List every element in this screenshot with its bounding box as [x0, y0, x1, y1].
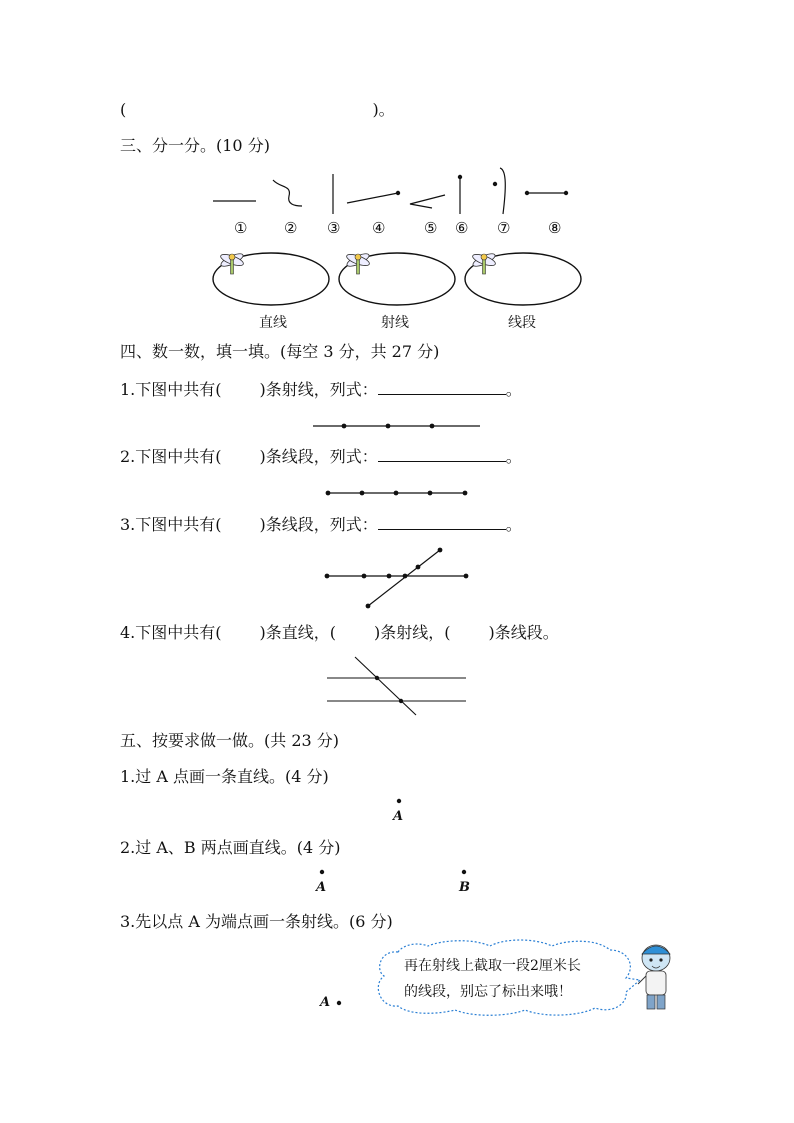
category-label-straight-line: 直线 [259, 315, 287, 331]
figure-7-curve [500, 168, 505, 214]
figure-number: ⑤ [424, 219, 438, 237]
figure-number: ⑧ [548, 219, 562, 237]
question-4-4: 4.下图中共有( )条直线，( )条射线，( )条线段。 [120, 623, 559, 642]
answer-blank[interactable] [378, 380, 506, 395]
figure-number: ① [234, 219, 248, 237]
figure-4-endpoint [396, 191, 400, 195]
figure-number: ② [284, 219, 298, 237]
point-label-a: A [320, 995, 331, 1010]
answer-blank[interactable] [378, 515, 506, 530]
bubble-text-line1: 再在射线上截取一段2厘米长 [404, 958, 581, 974]
figure-number: ⑥ [455, 219, 469, 237]
question-5-3: 3.先以点 A 为端点画一条射线。(6 分) [120, 912, 393, 931]
boy-mascot-icon [638, 945, 670, 1009]
figure-8-endpoint-b [564, 191, 568, 195]
q1-figure [313, 424, 480, 429]
section5-title: 五、按要求做一做。(共 23 分) [120, 731, 340, 750]
dragonfly-icon [219, 251, 244, 274]
point-label-a: A [316, 880, 327, 895]
figure-number: ③ [327, 219, 341, 237]
figure-2-curve [273, 180, 302, 206]
figure-4-ray [347, 193, 398, 203]
question-5-1: 1.过 A 点画一条直线。(4 分) [120, 767, 329, 786]
dragonfly-icon [345, 251, 370, 274]
figure-6-endpoint [458, 175, 462, 179]
figure-5-angle [410, 195, 445, 208]
close-paren: )。 [372, 100, 395, 119]
point-label-b: B [459, 880, 470, 895]
point-a-q3 [337, 1001, 341, 1005]
point-label-a: A [393, 809, 404, 824]
q2-figure [326, 491, 468, 496]
section4-title: 四、数一数，填一填。(每空 3 分，共 27 分) [120, 342, 440, 361]
figure-number: ④ [372, 219, 386, 237]
category-label-segment: 线段 [508, 315, 536, 331]
q3-figure [325, 548, 469, 609]
dragonfly-icon [471, 251, 496, 274]
q4-figure [327, 657, 466, 715]
question-4-3: 3.下图中共有( )条线段，列式： 。 [120, 515, 522, 534]
bubble-text-line2: 的线段，别忘了标出来哦！ [404, 984, 572, 1000]
point-b-q2 [462, 870, 466, 874]
open-paren: ( [120, 100, 127, 119]
category-label-ray: 射线 [381, 315, 409, 331]
section3-title: 三、分一分。(10 分) [120, 136, 270, 155]
point-a-q1 [397, 799, 401, 803]
question-4-1: 1.下图中共有( )条射线，列式： 。 [120, 380, 522, 399]
point-a-q2 [320, 870, 324, 874]
question-4-2: 2.下图中共有( )条线段，列式： 。 [120, 447, 522, 466]
figure-7-point [493, 182, 497, 186]
answer-blank[interactable] [378, 447, 506, 462]
figure-number: ⑦ [497, 219, 511, 237]
figure-8-endpoint-a [525, 191, 529, 195]
question-5-2: 2.过 A、B 两点画直线。(4 分) [120, 838, 341, 857]
